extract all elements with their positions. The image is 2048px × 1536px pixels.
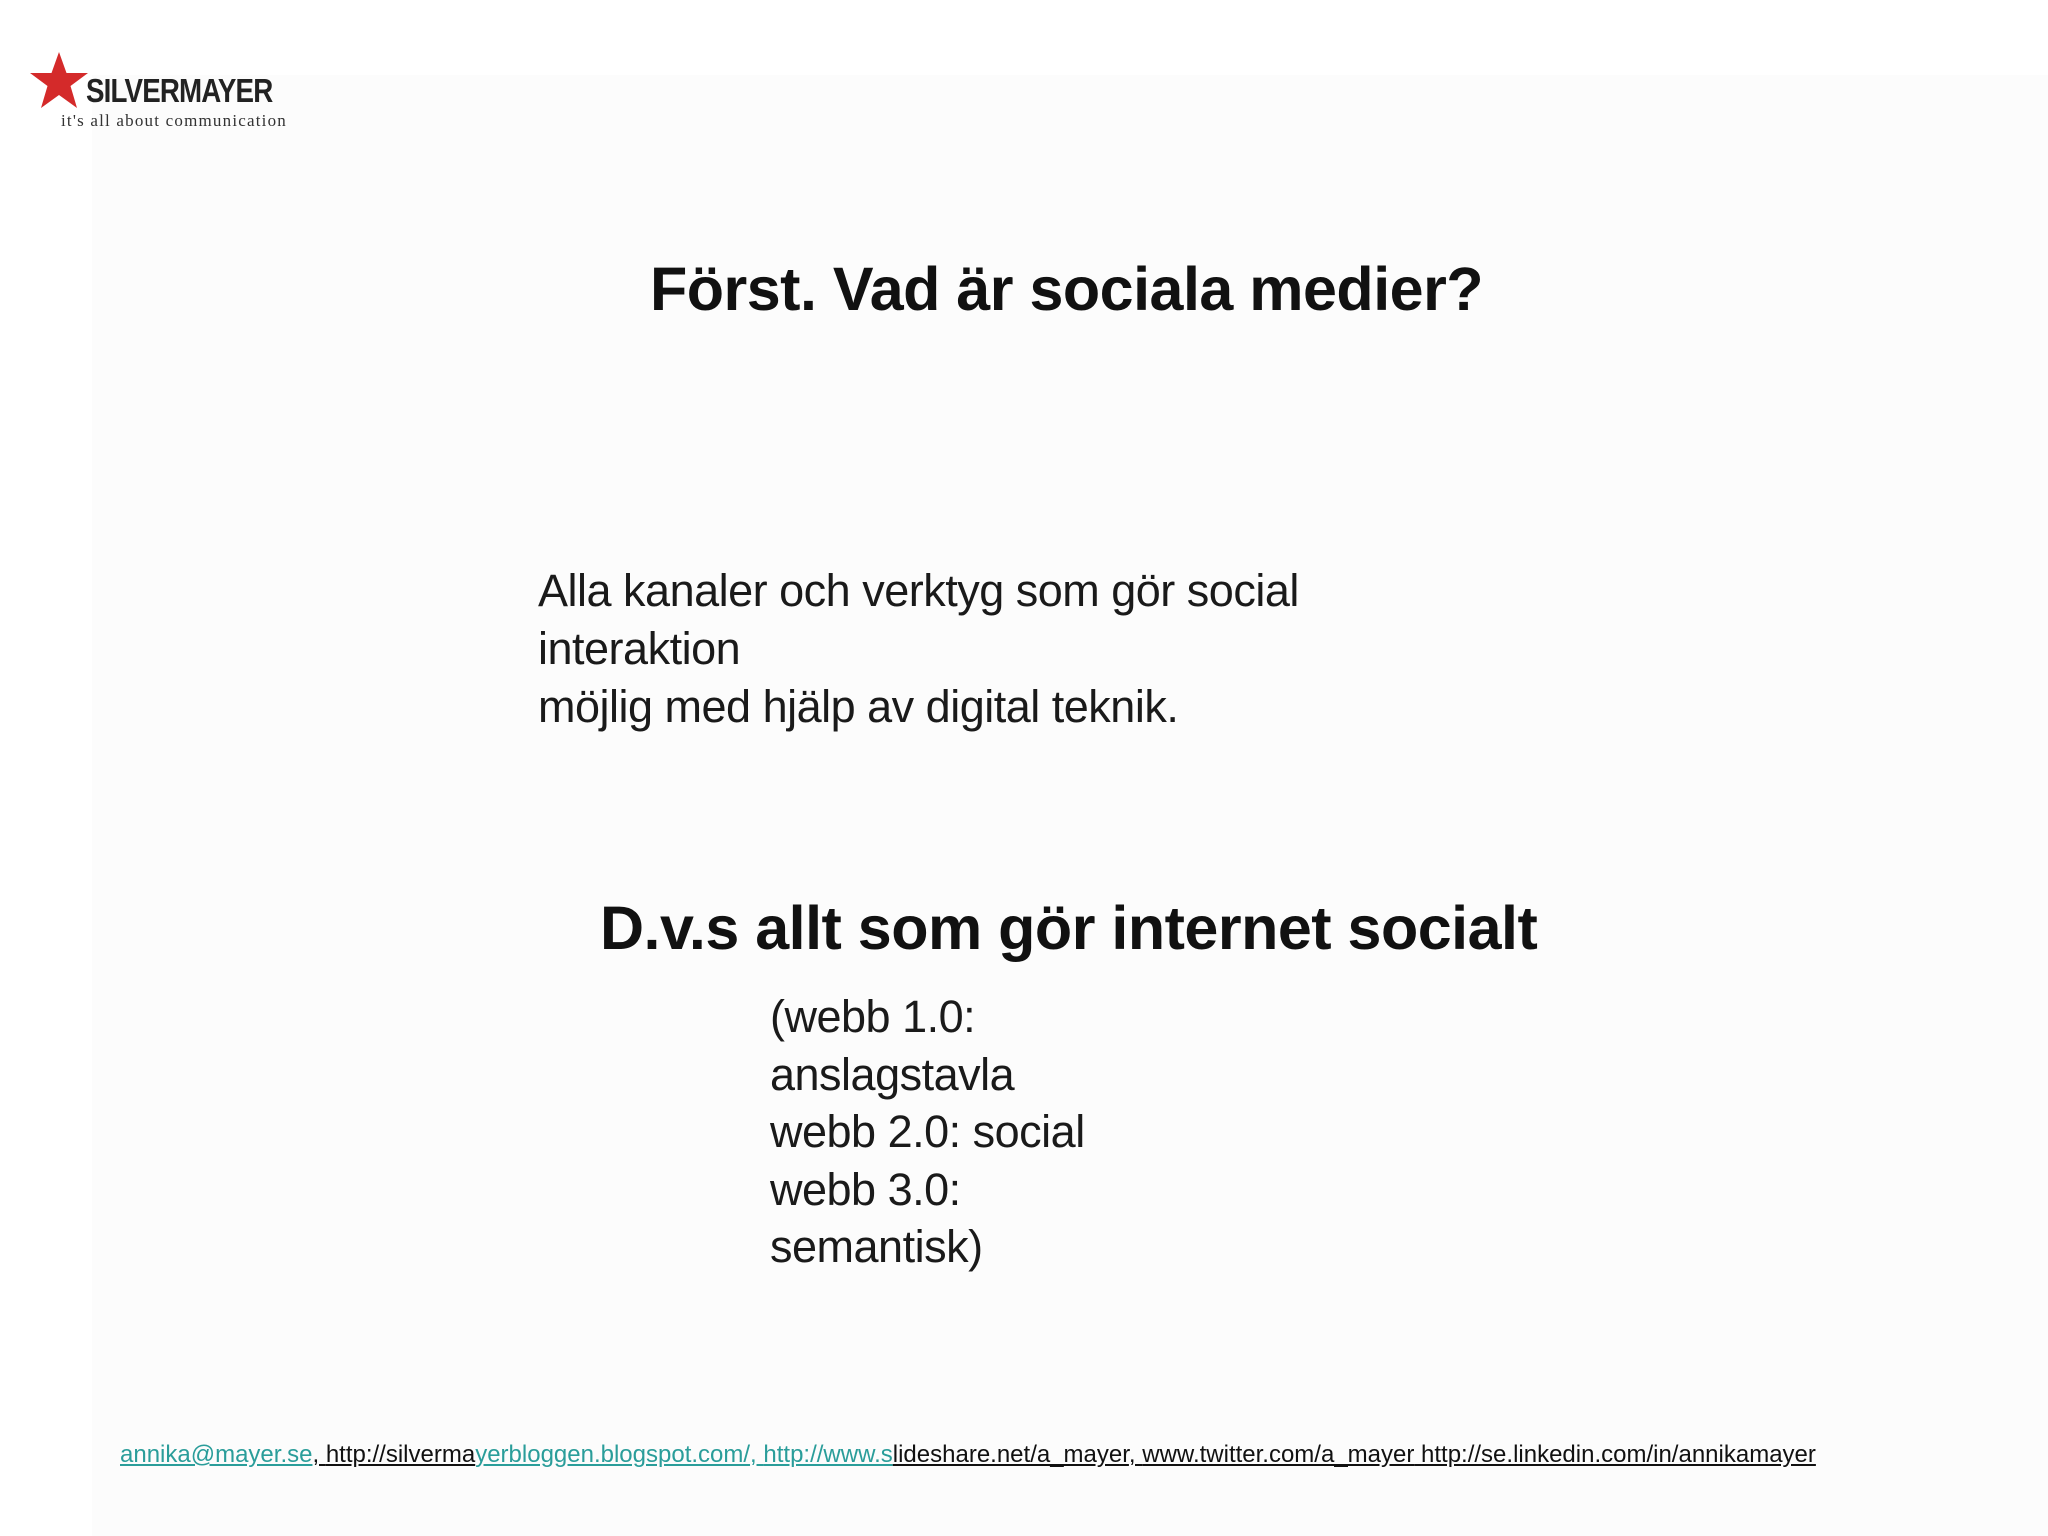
web-list-line: (webb 1.0: <box>770 991 976 1042</box>
web-list-line: anslagstavla <box>770 1048 1015 1100</box>
slideshare-link-part-2[interactable]: lideshare.net/a_mayer <box>892 1441 1129 1468</box>
footer-separator: , <box>750 1441 764 1468</box>
web-list-line: webb 3.0: <box>770 1163 961 1215</box>
web-versions-list <box>770 988 1085 1276</box>
footer-links <box>120 1440 2048 1470</box>
slide-title: Först. Vad är sociala medier? <box>650 255 1484 323</box>
definition-line: möjlig med hjälp av digital teknik. <box>538 681 1179 732</box>
footer-separator: , <box>312 1441 326 1468</box>
slide-subtitle: D.v.s allt som gör internet socialt <box>600 894 1538 962</box>
email-link[interactable]: annika@mayer.se <box>120 1441 313 1468</box>
logo-tagline: it's all about communication <box>61 111 287 130</box>
linkedin-link[interactable]: http://se.linkedin.com/in/annikamayer <box>1421 1441 1816 1468</box>
definition-line: Alla kanaler och verktyg som gör social <box>538 565 1299 616</box>
footer-separator <box>1414 1441 1421 1468</box>
web-list-line: semantisk) <box>770 1221 983 1272</box>
definition-text <box>538 562 1299 736</box>
red-star-icon <box>28 50 90 112</box>
blog-link-part-1[interactable]: http://silverma <box>325 1441 476 1468</box>
silvermayer-logo <box>28 50 318 135</box>
twitter-link[interactable]: www.twitter.com/a_mayer <box>1142 1441 1415 1468</box>
logo-name: SILVERMAYER <box>86 72 273 109</box>
blog-link-part-2[interactable]: yerbloggen.blogspot.com/ <box>475 1441 751 1468</box>
web-list-line: webb 2.0: social <box>770 1106 1085 1157</box>
footer-separator: , <box>1128 1441 1143 1468</box>
definition-line: interaktion <box>538 623 741 674</box>
slideshare-link-part-1[interactable]: http://www.s <box>763 1441 893 1468</box>
